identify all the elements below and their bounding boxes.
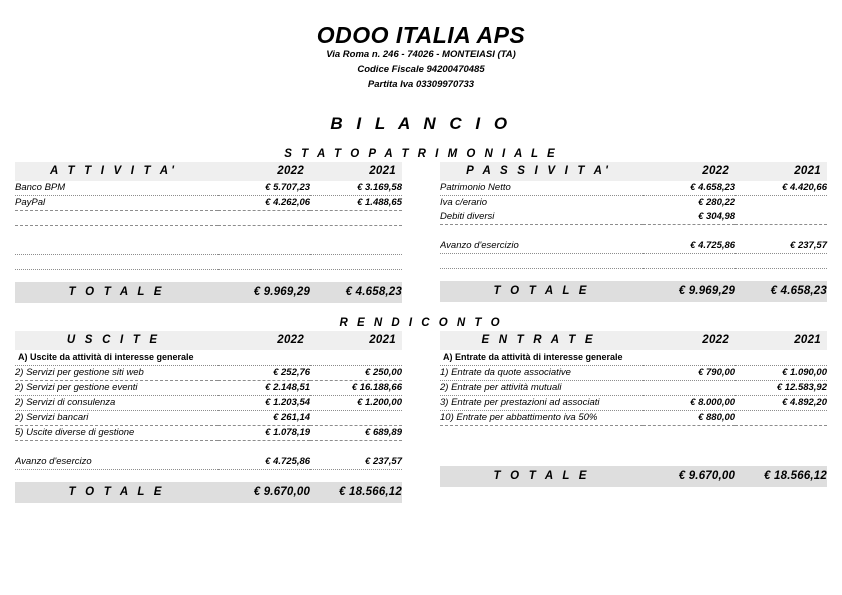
section-columns [0,331,842,503]
row-value-year-2: € 250,00 [310,365,402,380]
ledger-spacer-row [440,440,827,454]
ledger-spacer-row [440,224,827,239]
row-label: 2) Servizi bancari [15,410,218,425]
row-label: PayPal [15,195,218,210]
row-value-year-2: € 1.488,65 [310,195,402,210]
row-label: Banco BPM [15,181,218,196]
spacer-cell [440,224,643,239]
spacer-cell [735,224,827,239]
gap-cell [735,454,827,466]
gap-cell [643,268,735,281]
row-value-year-2: € 16.188,66 [310,380,402,395]
ledger-panel-left [15,331,402,503]
gap-cell [440,268,643,281]
ledger-total-gap [15,269,402,282]
row-value-year-1: € 280,22 [698,197,736,209]
spacer-cell [218,225,310,240]
group-header-label: A) Entrate da attività di interesse generale [440,350,643,366]
row-value-year-2: € 4.892,20 [735,395,827,410]
section-columns [0,162,842,303]
ledger-header-year-2: 2021 [310,162,402,181]
spacer-cell [440,440,643,454]
ledger-row [440,210,827,225]
ledger-header-year-2: 2021 [735,162,827,181]
row-label: Debiti diversi [440,210,643,225]
row-value-year-2 [310,210,402,225]
row-label: 10) Entrate per abbattimento iva 50% [440,410,643,425]
ledger-total-gap [15,469,402,482]
row-value-year-1: € 4.262,06 [218,195,310,210]
row-value-year-2 [735,253,827,268]
row-value-year-2: € 12.583,92 [735,380,827,395]
spacer-cell [735,425,827,440]
group-header-value-2 [735,350,827,366]
ledger-row [440,380,827,395]
ledger-panel-right [440,162,827,303]
gap-cell [218,469,310,482]
gap-cell [643,454,735,466]
spacer-cell [310,225,402,240]
group-header-value-2 [310,350,402,366]
ledger-row [15,410,402,425]
total-value-year-2: € 4.658,23 [310,282,402,303]
row-value-year-2 [310,240,402,255]
ledger-row [15,210,402,225]
row-value-year-1: € 4.725,86 [218,455,310,470]
gap-cell [735,268,827,281]
row-label: 2) Servizi per gestione eventi [15,380,218,395]
row-label [440,253,643,268]
total-value-year-2: € 18.566,12 [735,466,827,487]
row-value-year-2 [310,254,402,269]
row-label [15,210,218,225]
row-value-year-2 [310,410,402,425]
row-label: Avanzo d'esercizo [15,455,218,470]
row-label: 3) Entrate per prestazioni ad associati [440,395,643,410]
ledger-total-gap [440,268,827,281]
row-label: 2) Servizi di consulenza [15,395,218,410]
ledger-header-year-2: 2021 [310,331,402,350]
ledger-panel-right [440,331,827,503]
ledger-row [15,254,402,269]
ledger-row [440,195,827,210]
row-value-year-2: € 1.090,00 [735,365,827,380]
ledger-header-year-1: 2022 [218,162,310,181]
row-value-year-2: € 3.169,58 [310,181,402,196]
ledger-header-year-1: 2022 [643,162,735,181]
total-label: T O T A L E [15,482,218,503]
spacer-cell [15,440,218,455]
ledger-row [440,410,827,425]
ledger-row [440,365,827,380]
ledger-row [15,195,402,210]
row-label [15,240,218,255]
ledger-header-row [440,331,827,350]
ledger-total-row [15,482,402,503]
ledger-row [440,253,827,268]
row-value-year-1: € 8.000,00 [643,395,735,410]
ledger-total-row [440,466,827,487]
row-label: 2) Entrate per attività mutuali [440,380,643,395]
ledger-total-row [15,282,402,303]
gap-cell [15,269,218,282]
ledger-group-header-row [440,350,827,366]
spacer-cell [643,440,735,454]
row-value-year-2: € 237,57 [310,455,402,470]
ledger-header-row [440,162,827,181]
spacer-cell [15,225,218,240]
row-label: 1) Entrate da quote associative [440,365,643,380]
row-value-year-1: € 4.725,86 [643,239,735,254]
row-value-year-2 [735,195,827,210]
group-header-value-1 [218,350,310,366]
company-address: Via Roma n. 246 - 74026 - MONTEIASI (TA) [326,49,516,61]
row-label: 5) Uscite diverse di gestione [15,425,218,440]
row-value-year-1 [643,380,735,395]
company-fiscal-code: Codice Fiscale 94200470485 [357,64,485,76]
row-value-year-2: € 237,57 [735,239,827,254]
row-value-year-1: € 790,00 [643,365,735,380]
spacer-cell [218,440,310,455]
ledger-row [440,239,827,254]
company-vat-number: Partita Iva 03309970733 [367,78,475,90]
ledger-table [15,162,402,303]
ledger-row [15,380,402,395]
ledger-row [15,395,402,410]
gap-cell [15,469,218,482]
company-name: ODOO ITALIA APS [316,22,526,48]
spacer-cell [643,425,735,440]
row-value-year-1 [218,254,310,269]
row-value-year-1: € 880,00 [643,410,735,425]
total-value-year-1: € 9.670,00 [218,482,310,503]
document-header [0,0,842,93]
ledger-header-row [15,162,402,181]
row-value-year-1: € 1.078,19 [218,425,310,440]
row-value-year-1: € 304,98 [643,210,735,225]
spacer-cell [440,425,643,440]
ledger-spacer-row [15,225,402,240]
row-value-year-2 [735,210,827,225]
row-value-year-1: € 5.707,23 [218,181,310,196]
row-value-year-1: € 261,14 [218,410,310,425]
ledger-table [15,331,402,503]
row-value-year-2: € 4.420,66 [735,181,827,196]
ledger-total-gap [440,454,827,466]
gap-cell [218,269,310,282]
ledger-header-row [15,331,402,350]
ledger-group-header-row [15,350,402,366]
ledger-row [15,240,402,255]
total-value-year-1: € 9.670,00 [643,466,735,487]
total-label: T O T A L E [15,282,218,303]
ledger-spacer-row [440,425,827,440]
ledger-row [15,425,402,440]
total-label: T O T A L E [440,466,643,487]
row-label: 2) Servizi per gestione siti web [15,365,218,380]
row-label: Avanzo d'esercizio [440,239,643,254]
total-value-year-2: € 18.566,12 [310,482,402,503]
row-value-year-1 [643,253,735,268]
row-label: Iva c/erario [440,197,487,209]
group-header-value-1 [643,350,735,366]
ledger-row [15,181,402,196]
document-title: B I L A N C I O [330,113,512,133]
ledger-table [440,331,827,487]
row-label [15,254,218,269]
row-value-year-1: € 4.658,23 [643,181,735,196]
spacer-cell [735,440,827,454]
ledger-row [440,395,827,410]
section-banner: S T A T O P A T R I M O N I A L E [284,147,558,160]
ledger-header-title: A T T I V I T A' [15,162,218,181]
spacer-cell [643,224,735,239]
total-label: T O T A L E [440,281,643,302]
ledger-table [440,162,827,302]
ledger-header-title: P A S S I V I T A' [440,162,643,181]
spacer-cell [310,440,402,455]
ledger-panel-left [15,162,402,303]
group-header-label: A) Uscite da attività di interesse generale [15,350,218,366]
ledger-spacer-row [15,440,402,455]
row-value-year-1 [218,210,310,225]
row-value-year-1: € 2.148,51 [218,380,310,395]
ledger-row [15,455,402,470]
row-value-year-2: € 689,89 [310,425,402,440]
total-value-year-1: € 9.969,29 [218,282,310,303]
ledger-header-year-2: 2021 [735,331,827,350]
gap-cell [310,269,402,282]
ledger-total-row [440,281,827,302]
row-label: Patrimonio Netto [440,181,643,196]
total-value-year-1: € 9.969,29 [643,281,735,302]
ledger-header-title: U S C I T E [15,331,218,350]
row-value-year-1: € 252,76 [218,365,310,380]
sections-container [0,148,842,503]
row-value-year-2 [735,410,827,425]
row-value-year-1 [218,240,310,255]
ledger-header-year-1: 2022 [643,331,735,350]
ledger-header-year-1: 2022 [218,331,310,350]
section-banner: R E N D I C O N T O [339,316,503,329]
row-value-year-2: € 1.200,00 [310,395,402,410]
row-value-year-1: € 1.203,54 [218,395,310,410]
ledger-row [15,365,402,380]
total-value-year-2: € 4.658,23 [735,281,827,302]
ledger-row [440,181,827,196]
gap-cell [440,454,643,466]
ledger-header-title: E N T R A T E [440,331,643,350]
gap-cell [310,469,402,482]
